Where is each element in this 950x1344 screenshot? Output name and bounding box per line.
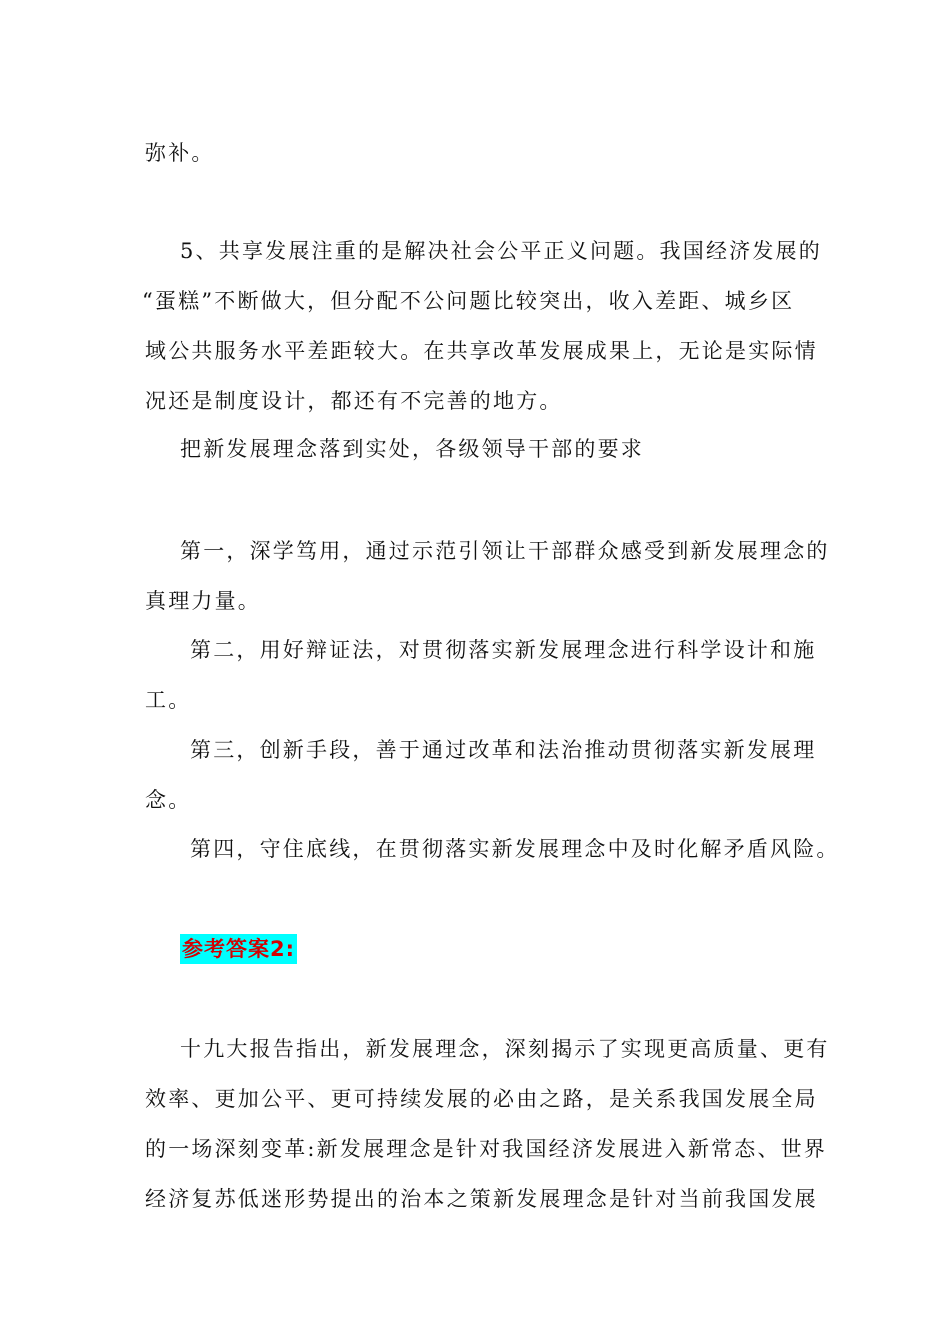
paragraph-line: 效率、更加公平、更可持续发展的必由之路，是关系我国发展全局 [145, 1087, 818, 1111]
paragraph-line: 弥补。 [145, 141, 215, 165]
paragraph-line: 第三，创新手段，善于通过改革和法治推动贯彻落实新发展理 [190, 738, 817, 762]
paragraph-line: 第四，守住底线，在贯彻落实新发展理念中及时化解矛盾风险。 [190, 837, 840, 861]
paragraph-line: 真理力量。 [145, 589, 261, 613]
paragraph-line: 5、共享发展注重的是解决社会公平正义问题。我国经济发展的 [180, 239, 822, 263]
paragraph-line: 的一场深刻变革:新发展理念是针对我国经济发展进入新常态、世界 [145, 1137, 828, 1161]
paragraph-line: 域公共服务水平差距较大。在共享改革发展成果上，无论是实际情 [145, 339, 818, 363]
section-heading: 把新发展理念落到实处，各级领导干部的要求 [180, 437, 644, 461]
paragraph-line: 十九大报告指出，新发展理念，深刻揭示了实现更高质量、更有 [180, 1037, 830, 1061]
answer-label: 参考答案2: [180, 934, 297, 964]
paragraph-line: 第二，用好辩证法，对贯彻落实新发展理念进行科学设计和施 [190, 638, 817, 662]
paragraph-line: “蛋糕”不断做大，但分配不公问题比较突出，收入差距、城乡区 [142, 289, 795, 313]
paragraph-line: 况还是制度设计，都还有不完善的地方。 [145, 389, 563, 413]
paragraph-line: 工。 [145, 688, 192, 712]
paragraph-line: 经济复苏低迷形势提出的治本之策新发展理念是针对当前我国发展 [145, 1187, 818, 1211]
paragraph-line: 第一，深学笃用，通过示范引领让干部群众感受到新发展理念的 [180, 539, 830, 563]
paragraph-line: 念。 [145, 788, 192, 812]
